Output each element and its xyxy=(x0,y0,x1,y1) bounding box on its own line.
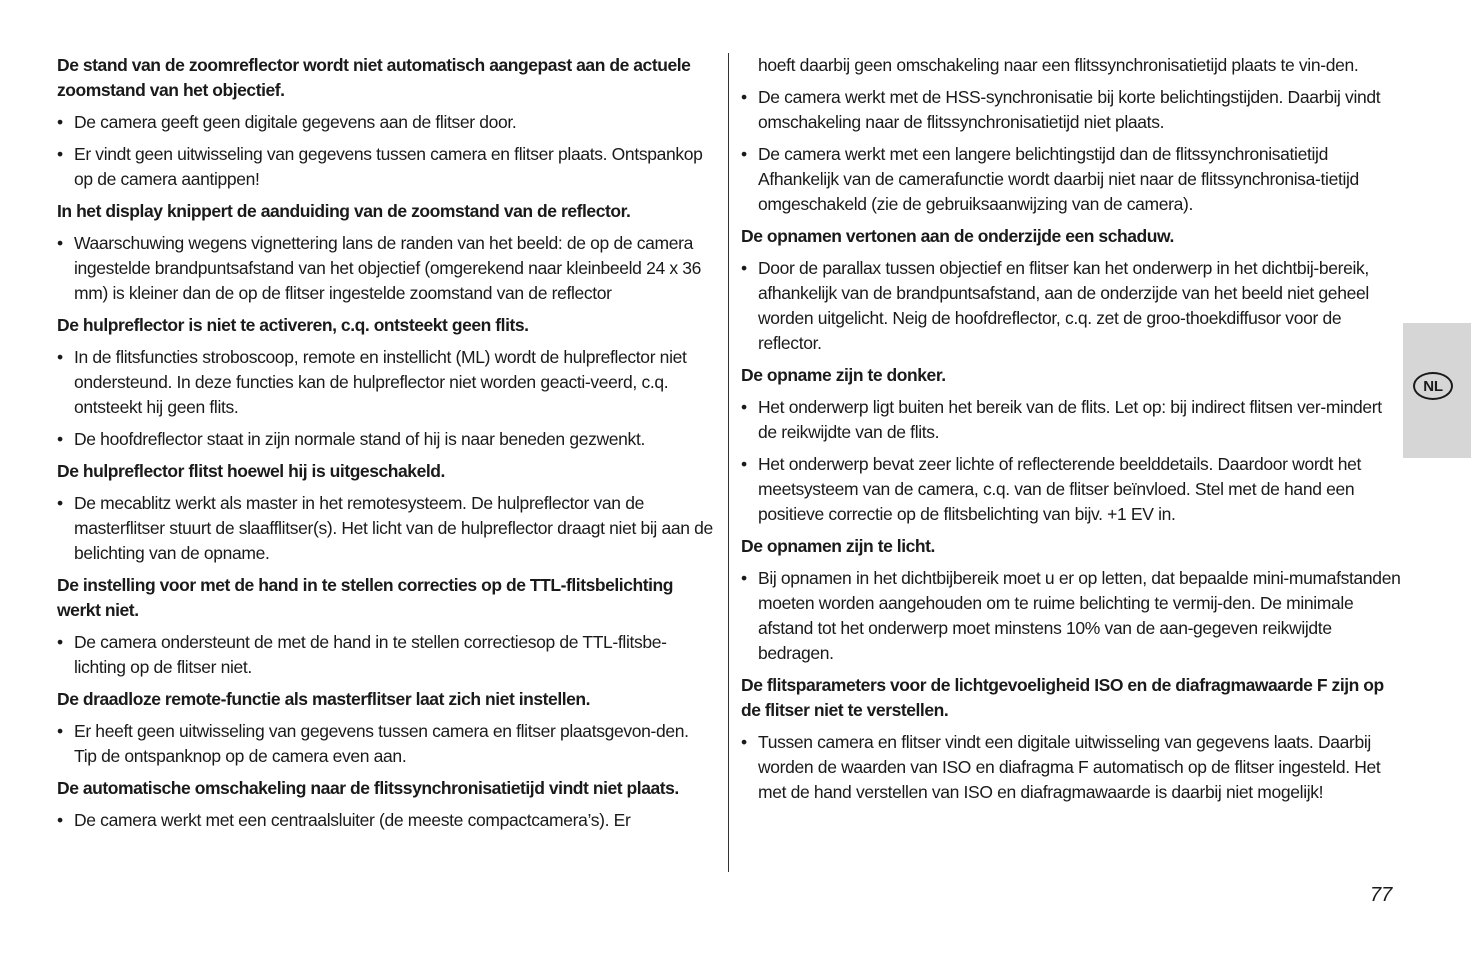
bullet-item: • Waarschuwing wegens vignettering lans de randen van het beeld: de op de camera ingestelde brandpuntsafstand van het objectief (omgerekend naar kleinbeeld 24 x 36 mm) is kleiner dan de op de flitser ingestelde zoomstand van de reflector xyxy=(57,231,715,306)
section-heading: In het display knippert de aanduiding van de zoomstand van de reflector. xyxy=(57,201,631,221)
language-badge: NL xyxy=(1413,372,1453,400)
section-heading: De opnamen vertonen aan de onderzijde een schaduw. xyxy=(741,226,1174,246)
section-heading: De opnamen zijn te licht. xyxy=(741,536,935,556)
bullet-item: • Tussen camera en flitser vindt een digitale uitwisseling van gegevens laats. Daarbij worden de waarden van ISO en diafragma F automatisch op de flitser ingesteld. Het met de hand verstellen van ISO en diafragmawaarde is daarbij niet mogelijk! xyxy=(741,730,1403,805)
bullet-item: • De camera ondersteunt de met de hand in te stellen correctiesop de TTL-flitsbe-lichting op de flitser niet. xyxy=(57,630,715,680)
bullet-item: • De mecablitz werkt als master in het remotesysteem. De hulpreflector van de masterflitser stuurt de slaafflitser(s). Het licht van de hulpreflector draagt niet bij aan de belichting van de opname. xyxy=(57,491,715,566)
column-divider xyxy=(728,53,729,872)
section-heading: De opname zijn te donker. xyxy=(741,365,946,385)
section-heading: De stand van de zoomreflector wordt niet automatisch aangepast aan de actuele zoomstand van het objectief. xyxy=(57,55,691,100)
bullet-item: • De hoofdreflector staat in zijn normale stand of hij is naar beneden gezwenkt. xyxy=(57,427,715,452)
section-heading: De hulpreflector flitst hoewel hij is uitgeschakeld. xyxy=(57,461,445,481)
bullet-item: • Het onderwerp bevat zeer lichte of reflecterende beelddetails. Daardoor wordt het meetsysteem van de camera, c.q. van de flitser beïnvloed. Stel met de hand een positieve correctie op de flitsbelichting van bijv. +1 EV in. xyxy=(741,452,1403,527)
bullet-item: • De camera werkt met een langere belichtingstijd dan de flitssynchronisatietijd Afhankelijk van de camerafunctie wordt daarbij niet naar de flitssynchronisa-tietijd omgeschakeld (zie de gebruiksaanwijzing van de camera). xyxy=(741,142,1403,217)
bullet-item: • Bij opnamen in het dichtbijbereik moet u er op letten, dat bepaalde mini-mumafstanden moeten worden aangehouden om te ruime belichting te vermij-den. De minimale afstand tot het onderwerp moet minstens 10% van de aan-gegeven reikwijdte bedragen. xyxy=(741,566,1403,666)
section-heading: De draadloze remote-functie als masterflitser laat zich niet instellen. xyxy=(57,689,591,709)
bullet-item: • De camera werkt met de HSS-synchronisatie bij korte belichtingstijden. Daarbij vindt omschakeling naar de flitssynchronisatietijd niet plaats. xyxy=(741,85,1403,135)
bullet-item: • In de flitsfuncties stroboscoop, remote en instellicht (ML) wordt de hulpreflector niet ondersteund. In deze functies kan de hulpreflector niet worden geacti-veerd, c.q. ontsteekt hij geen flits. xyxy=(57,345,715,420)
section-heading: De instelling voor met de hand in te stellen correcties op de TTL-flitsbelichting werkt niet. xyxy=(57,575,674,620)
section-heading: De automatische omschakeling naar de flitssynchronisatietijd vindt niet plaats. xyxy=(57,778,679,798)
section-heading: De hulpreflector is niet te activeren, c.q. ontsteekt geen flits. xyxy=(57,315,529,335)
page-number: 77 xyxy=(1370,884,1393,906)
bullet-item: • Het onderwerp ligt buiten het bereik van de flits. Let op: bij indirect flitsen ver-mindert de reikwijdte van de flits. xyxy=(741,395,1403,445)
bullet-item: • Door de parallax tussen objectief en flitser kan het onderwerp in het dichtbij-bereik, afhankelijk van de brandpuntsafstand, aan de onderzijde van het beeld niet geheel worden uitgelicht. Neig de hoofdreflector, c.q. zet de groo-thoekdiffusor voor de reflector. xyxy=(741,256,1403,356)
section-heading: De flitsparameters voor de lichtgevoeligheid ISO en de diafragmawaarde F zijn op de flitser niet te verstellen. xyxy=(741,675,1384,720)
right-column xyxy=(741,53,1403,812)
bullet-item: • Er vindt geen uitwisseling van gegevens tussen camera en flitser plaats. Ontspankop op de camera aantippen! xyxy=(57,142,715,192)
left-column xyxy=(57,53,715,840)
language-tab xyxy=(1403,323,1471,458)
bullet-item: • De camera geeft geen digitale gegevens aan de flitser door. xyxy=(57,110,715,135)
bullet-item: • Er heeft geen uitwisseling van gegevens tussen camera en flitser plaatsgevon-den. Tip de ontspanknop op de camera even aan. xyxy=(57,719,715,769)
continuation-text: hoeft daarbij geen omschakeling naar een flitssynchronisatietijd plaats te vin-den. xyxy=(758,55,1359,75)
bullet-item: • De camera werkt met een centraalsluiter (de meeste compactcamera’s). Er xyxy=(57,808,715,833)
